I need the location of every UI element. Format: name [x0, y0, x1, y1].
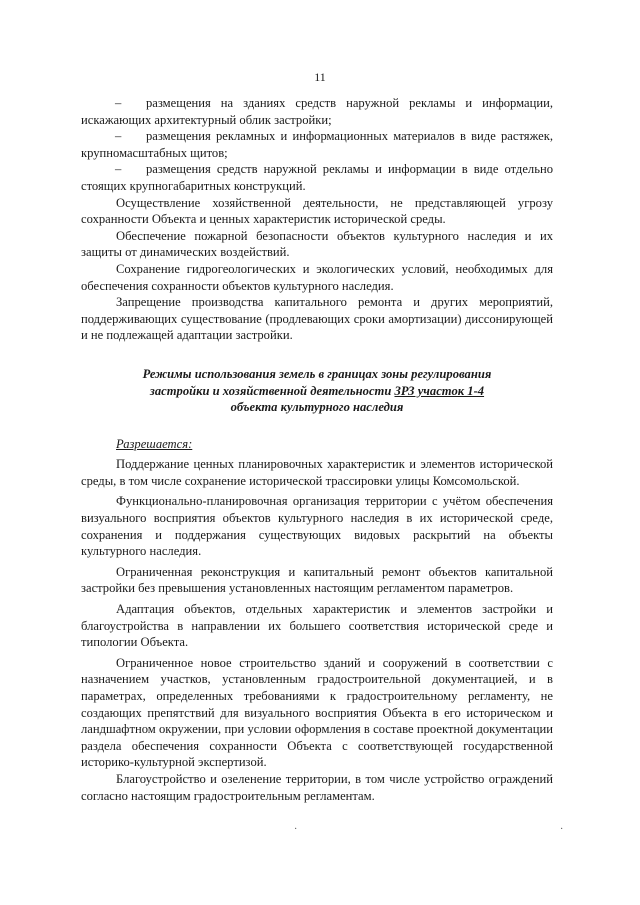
paragraph: Ограниченная реконструкция и капитальный ремонт объектов капитальной застройки без превышения установленных настоящим регламентом параметров. [81, 564, 553, 596]
paragraph: Поддержание ценных планировочных характеристик и элементов исторической среды, в том числе сохранение исторической трассировки улицы Комсомольской. [81, 457, 553, 488]
subheading: Разрешается: [116, 436, 193, 451]
scan-speck: · [294, 824, 298, 835]
list-item [81, 95, 553, 128]
list-item-text: размещения рекламных и информационных материалов в виде растяжек, крупномасштабных щитов; [81, 129, 553, 160]
dash-marker: – [115, 129, 122, 144]
heading-line: объекта культурного наследия [230, 400, 404, 415]
paragraph: Сохранение гидрогеологических и экологических условий, необходимых для обеспечения сохранности объектов культурного наследия. [81, 261, 553, 293]
paragraph: Функционально-планировочная организация территории с учётом обеспечения визуального восприятия объектов культурного наследия в их исторической среде, сохранения и поддержания существующих видовых раскрытий на объекты культурного наследия. [81, 494, 553, 559]
page-number: 11 [314, 70, 326, 84]
scan-speck: · [560, 824, 564, 835]
list-item [81, 161, 553, 194]
paragraph: Адаптация объектов, отдельных характеристик и элементов застройки и благоустройства в направлении их большего соответствия исторической среде и типологии Объекта. [81, 602, 553, 650]
paragraph: Обеспечение пожарной безопасности объектов культурного наследия и их защиты от динамических воздействий. [81, 228, 553, 260]
heading-line: Режимы использования земель в границах зоны регулирования [142, 366, 492, 381]
document-body [81, 95, 553, 804]
paragraph: Благоустройство и озеленение территории, в том числе устройство ограждений согласно настоящим градостроительным регламентам. [81, 771, 553, 803]
list-item [81, 128, 553, 161]
heading-line [81, 383, 553, 400]
zone-code: ЗРЗ участок 1-4 [394, 383, 485, 398]
list-item-text: размещения на зданиях средств наружной рекламы и информации, искажающих архитектурный облик застройки; [81, 96, 553, 127]
paragraph: Ограниченное новое строительство зданий и сооружений в соответствии с назначением участков, установленным градостроительной документацией, и в параметрах, определенных требованиями к градостроительному регламенту, не создающих препятствий для визуального восприятия Объекта в его историческом и ландшафтном окружении, при условии оформления в составе проектной документации раздела обеспечения сохранности Объекта с соответствующей государственной историко-культурной экспертизой. [81, 655, 553, 770]
heading-line-prefix: застройки и хозяйственной деятельности [149, 383, 395, 398]
section-heading [81, 366, 553, 416]
paragraph: Осуществление хозяйственной деятельности, не представляющей угрозу сохранности Объекта и ценных характеристик исторической среды. [81, 195, 553, 227]
paragraph: Запрещение производства капитального ремонта и других мероприятий, поддерживающих существование (продлевающих сроки амортизации) диссонирующей и не подлежащей адаптации застройки. [81, 295, 553, 343]
list-item-text: размещения средств наружной рекламы и информации в виде отдельно стоящих крупногабаритных конструкций. [81, 162, 553, 193]
dash-marker: – [115, 162, 122, 177]
dash-marker: – [115, 96, 122, 110]
